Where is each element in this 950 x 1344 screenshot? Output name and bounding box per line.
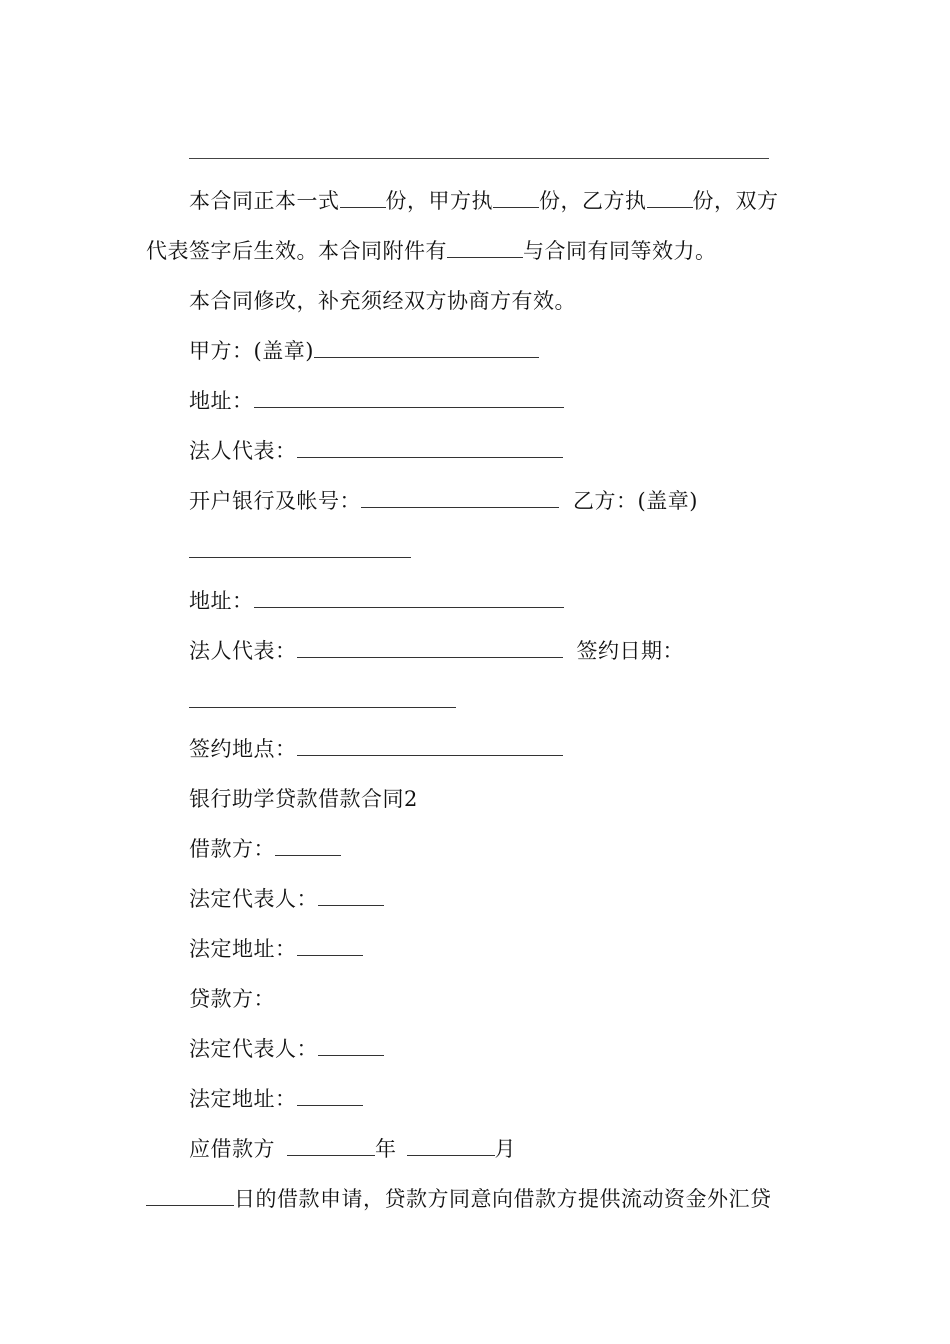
party-b-rep-line (189, 636, 684, 666)
year-blank (287, 1134, 375, 1156)
apply-line2 (146, 1184, 772, 1214)
borrower-rep-blank (318, 884, 384, 906)
sign-place-label: 签约地点： (189, 737, 297, 761)
borrower-address-label: 法定地址： (189, 937, 297, 961)
sign-date-blank (189, 707, 456, 708)
lender-rep-blank (318, 1034, 384, 1056)
para1-text: 份，甲方执 (385, 189, 493, 213)
para2 (189, 286, 576, 316)
contract2-title-text: 银行助学贷款借款合同2 (189, 787, 418, 811)
lender-address-line (189, 1084, 363, 1114)
attachment-blank (447, 236, 523, 258)
party-b-label: 乙方：(盖章) (573, 489, 698, 513)
lender-label: 贷款方： (189, 987, 275, 1011)
apply-prefix: 应借款方 (189, 1137, 275, 1161)
party-a-address-label: 地址： (189, 389, 254, 413)
borrower-blank (275, 834, 341, 856)
borrower-rep-label: 法定代表人： (189, 887, 318, 911)
borrower-label: 借款方： (189, 837, 275, 861)
party-a-rep-blank (297, 436, 563, 458)
month-blank (407, 1134, 495, 1156)
lender-address-label: 法定地址： (189, 1087, 297, 1111)
lender-rep-line (189, 1034, 384, 1064)
para1-line2 (146, 236, 717, 266)
sign-date-label: 签约日期： (576, 639, 684, 663)
party-a-address-line (189, 386, 564, 416)
lender-line (189, 984, 275, 1014)
para1-text: 份，双方 (692, 189, 779, 213)
party-b-rep-label: 法人代表： (189, 639, 297, 663)
para1-text: 本合同正本一式 (189, 189, 340, 213)
borrower-address-blank (297, 934, 363, 956)
party-b-address-line (189, 586, 564, 616)
para1-text: 份，乙方执 (539, 189, 647, 213)
para2-text: 本合同修改，补充须经双方协商方有效。 (189, 289, 576, 313)
para1-text: 与合同有同等效力。 (523, 239, 717, 263)
party-b-blank (189, 557, 411, 558)
party-b-copies-blank (647, 186, 693, 208)
party-b-rep-blank (297, 636, 563, 658)
borrower-address-line (189, 934, 363, 964)
month-label: 月 (494, 1137, 516, 1161)
borrower-line (189, 834, 341, 864)
lender-rep-label: 法定代表人： (189, 1037, 318, 1061)
top-divider (189, 158, 769, 159)
bank-line (189, 486, 698, 516)
party-b-address-blank (254, 586, 564, 608)
day-text: 日的借款申请，贷款方同意向借款方提供流动资金外汇贷 (234, 1187, 772, 1211)
bank-label: 开户银行及帐号： (189, 489, 361, 513)
party-a-rep-line (189, 436, 563, 466)
lender-address-blank (297, 1084, 363, 1106)
bank-blank (361, 486, 559, 508)
year-label: 年 (375, 1137, 397, 1161)
party-b-address-label: 地址： (189, 589, 254, 613)
borrower-rep-line (189, 884, 384, 914)
copies-blank (340, 186, 386, 208)
party-a-label: 甲方：(盖章) (189, 339, 314, 363)
sign-place-blank (297, 734, 563, 756)
apply-line (189, 1134, 516, 1164)
para1-text: 代表签字后生效。本合同附件有 (146, 239, 447, 263)
party-a-copies-blank (493, 186, 539, 208)
day-blank (146, 1184, 234, 1206)
party-a-address-blank (254, 386, 564, 408)
party-a-blank (314, 336, 539, 358)
contract2-title (189, 784, 418, 814)
para1-line1 (189, 186, 779, 216)
party-a-line (189, 336, 539, 366)
sign-place-line (189, 734, 563, 764)
party-a-rep-label: 法人代表： (189, 439, 297, 463)
